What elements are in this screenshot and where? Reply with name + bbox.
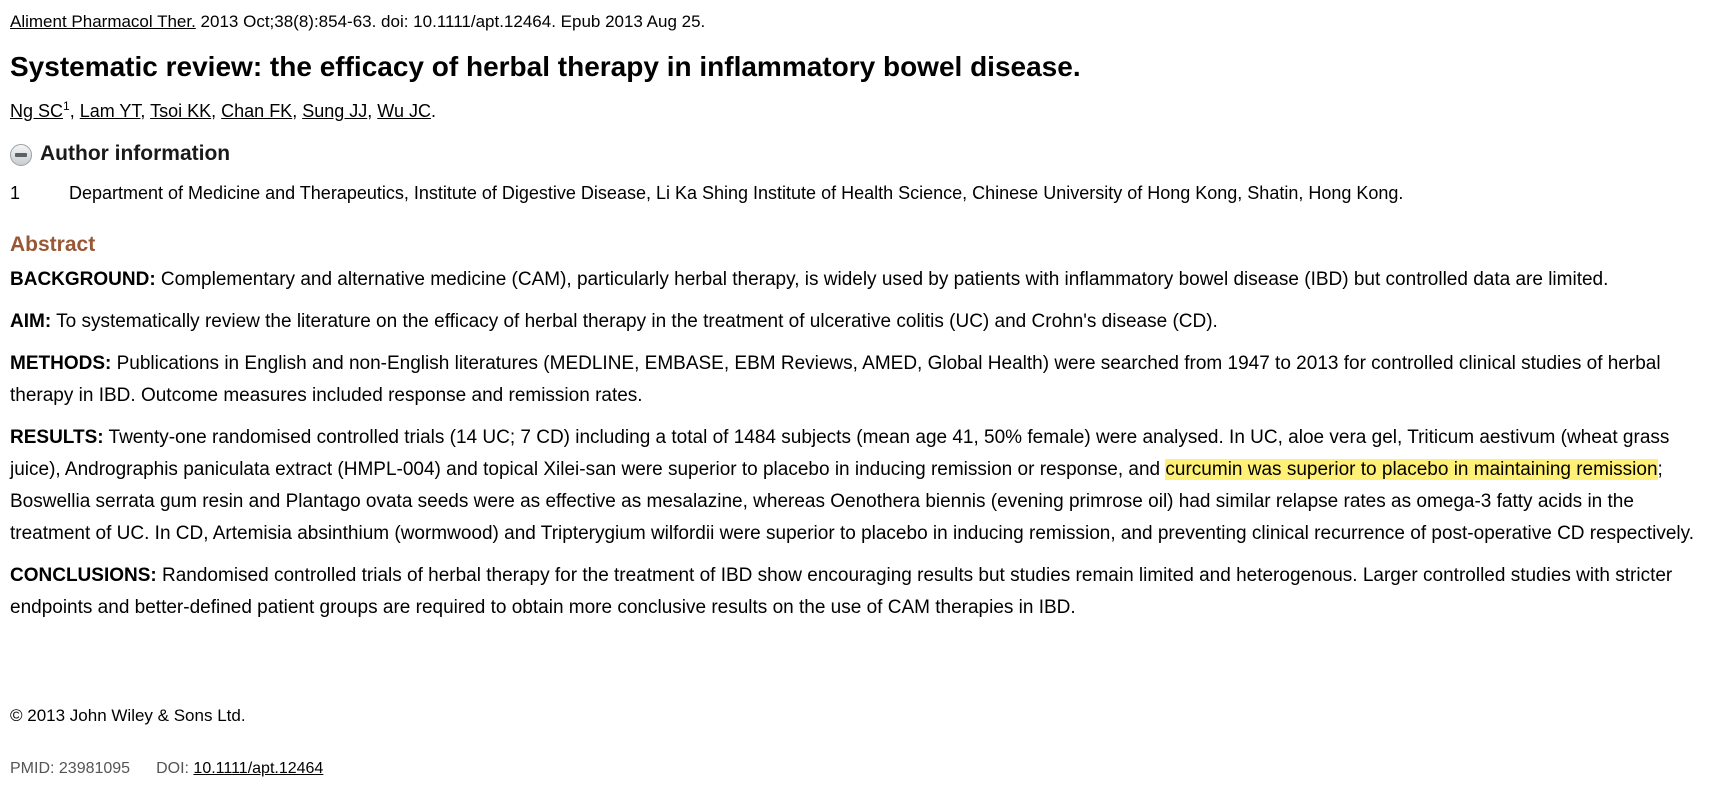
results-text-after: ; Boswellia serrata gum resin and Plantago ovata seeds were as effective as mesalazine, whereas Oenothera biennis (evening primrose oil) had similar relapse rates as omega-3 fatty acids in the treatment of UC. In CD, Artemisia absinthium (wormwood) and Tripterygium wilfordii were superior to placebo in inducing remission, and preventing clinical recurrence of post-operative CD respectively. xyxy=(10,459,1694,544)
author-separator: , xyxy=(367,101,378,121)
conclusions-label: CONCLUSIONS: xyxy=(10,565,157,586)
collapse-minus-icon[interactable] xyxy=(10,144,32,166)
author-link[interactable]: Sung JJ xyxy=(302,101,368,121)
author-information-toggle[interactable] xyxy=(10,141,230,166)
author-link[interactable]: Tsoi KK xyxy=(150,101,212,121)
affiliation-number: 1 xyxy=(10,183,21,203)
aim-text: To systematically review the literature on the efficacy of herbal therapy in the treatment of ulcerative colitis (UC) and Crohn's disease (CD). xyxy=(51,311,1218,332)
abstract-methods xyxy=(10,348,1710,412)
author-affiliation-marker: 1 xyxy=(63,99,70,113)
affiliation-item xyxy=(10,183,1403,204)
author-separator: , xyxy=(140,101,151,121)
author-link[interactable]: Wu JC xyxy=(377,101,431,121)
author-link[interactable]: Lam YT xyxy=(79,101,141,121)
doi-link[interactable]: 10.1111/apt.12464 xyxy=(193,760,324,777)
article-identifiers xyxy=(10,760,323,778)
article-title: Systematic review: the efficacy of herbal therapy in inflammatory bowel disease. xyxy=(10,51,1081,82)
author-separator: , xyxy=(211,101,222,121)
abstract-background xyxy=(10,264,1710,296)
citation-details: 2013 Oct;38(8):854-63. doi: 10.1111/apt.12464. Epub 2013 Aug 25. xyxy=(195,12,706,31)
abstract-aim xyxy=(10,306,1710,338)
abstract-body xyxy=(10,264,1710,634)
results-label: RESULTS: xyxy=(10,427,104,448)
author-link[interactable]: Ng SC xyxy=(10,101,64,121)
affiliation-text: Department of Medicine and Therapeutics, Institute of Digestive Disease, Li Ka Shing Institute of Health Science, Chinese University of Hong Kong, Shatin, Hong Kong. xyxy=(69,183,1404,203)
conclusions-text: Randomised controlled trials of herbal therapy for the treatment of IBD show encouraging results but studies remain limited and heterogenous. Larger controlled studies with stricter endpoints and better-defined patient groups are required to obtain more conclusive results on the use of CAM therapies in IBD. xyxy=(10,565,1673,618)
doi-label: DOI: xyxy=(156,760,194,777)
pmid-label: PMID: 23981095 xyxy=(10,760,131,777)
abstract-heading: Abstract xyxy=(10,233,96,256)
author-list xyxy=(10,101,436,122)
author-link[interactable]: Chan FK xyxy=(221,101,293,121)
author-separator: , xyxy=(292,101,303,121)
background-label: BACKGROUND: xyxy=(10,269,156,290)
methods-label: METHODS: xyxy=(10,353,112,374)
author-list-end: . xyxy=(430,101,436,121)
aim-label: AIM: xyxy=(10,311,52,332)
copyright-notice: © 2013 John Wiley & Sons Ltd. xyxy=(10,706,246,725)
abstract-results xyxy=(10,422,1710,550)
author-information-label[interactable]: Author information xyxy=(40,141,231,165)
author-separator: , xyxy=(69,101,80,121)
background-text: Complementary and alternative medicine (CAM), particularly herbal therapy, is widely used by patients with inflammatory bowel disease (IBD) but controlled data are limited. xyxy=(155,269,1609,290)
results-text-before: Twenty-one randomised controlled trials (14 UC; 7 CD) including a total of 1484 subjects (mean age 41, 50% female) were analysed. In UC, aloe vera gel, Triticum aestivum (wheat grass juice), Andrographis paniculata extract (HMPL-004) and topical Xilei-san were superior to placebo in inducing remission or response, and xyxy=(10,427,1670,480)
methods-text: Publications in English and non-English literatures (MEDLINE, EMBASE, EBM Reviews, AMED, Global Health) were searched from 1947 to 2013 for controlled clinical studies of herbal therapy in IBD. Outcome measures included response and remission rates. xyxy=(10,353,1661,406)
abstract-conclusions xyxy=(10,560,1710,624)
citation-line xyxy=(10,12,705,32)
journal-link[interactable]: Aliment Pharmacol Ther. xyxy=(10,12,196,31)
results-highlighted-text: curcumin was superior to placebo in maintaining remission xyxy=(1165,459,1658,480)
